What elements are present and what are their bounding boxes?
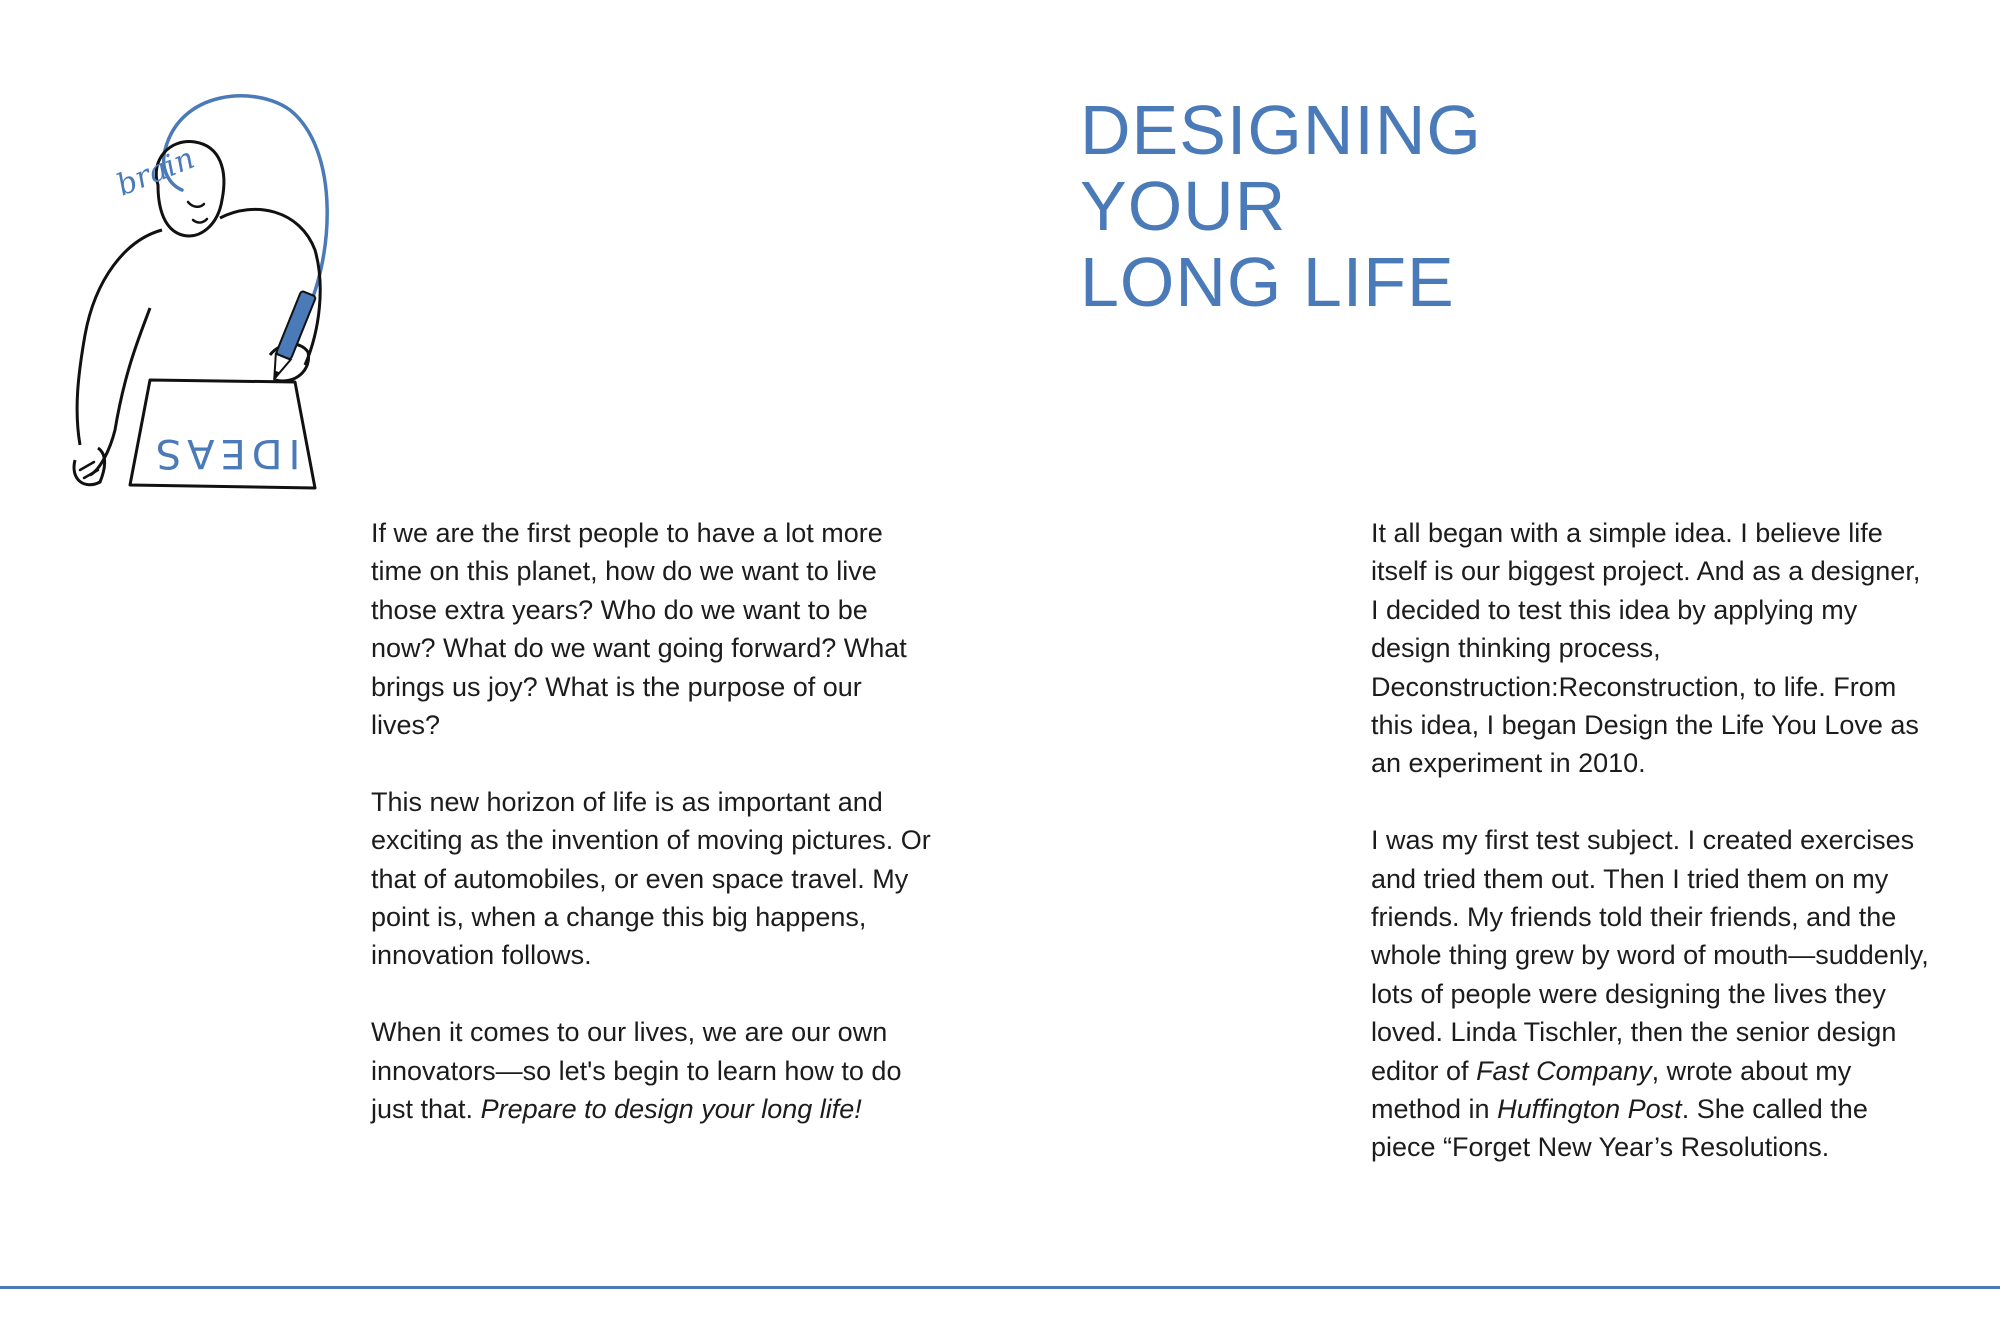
left-paragraph-3-text: When it comes to our lives, we are our own innovators—so let's begin to learn how to do just that.	[371, 1017, 902, 1125]
left-paragraph-1: If we are the first people to have a lot more time on this planet, how do we want to live those extra years? Who do we want to be now? What do we want going forward? What brings us joy? What is the purpose of our lives?	[371, 518, 907, 741]
mouth	[193, 219, 207, 223]
page-title	[1080, 92, 1482, 320]
right-paragraph-2-part-c: . She called the piece “Forget New Year’s Resolutions.	[1371, 1094, 1868, 1163]
left-paragraph-2: This new horizon of life is as important and exciting as the invention of moving pictures. Or that of automobiles, or even space travel. My point is, when a change this big happens, innovation follows.	[371, 786, 931, 971]
title-line-1: DESIGNING	[1080, 91, 1482, 169]
right-paragraph-2	[1371, 821, 1931, 1167]
right-paragraph-2-part-b: , wrote about my method in	[1371, 1055, 1852, 1125]
right-paragraph-1: It all began with a simple idea. I believe life itself is our biggest project. And as a designer, I decided to test this idea by applying my design thinking process, Deconstruction:Reconstruction, to life. From this idea, I began Design the Life You Love as an experiment in 2010.	[1371, 518, 1921, 779]
footer-divider	[0, 1286, 2000, 1289]
brain-word: brain	[111, 140, 200, 204]
title-line-2: YOUR	[1080, 167, 1287, 245]
person-drawing-ideas-illustration	[70, 90, 370, 510]
left-paragraph-3	[371, 1013, 931, 1128]
ideas-word: IDEAS	[149, 430, 301, 476]
left-paragraph-3-emphasis: Prepare to design your long life!	[480, 1094, 862, 1125]
title-line-3: LONG LIFE	[1080, 243, 1455, 321]
shoulder-right	[220, 209, 320, 365]
pencil-icon	[267, 291, 316, 382]
publication-fast-company: Fast Company	[1476, 1055, 1652, 1086]
publication-huffington-post: Huffington Post	[1497, 1094, 1682, 1125]
eye	[188, 202, 204, 207]
left-text-column	[371, 514, 931, 1128]
right-paragraph-2-part-a: I was my first test subject. I created exercises and tried them out. Then I tried them on my friends. My friends told their friends, and the whole thing grew by word of mouth—suddenly, lots of people were designing the lives they loved. Linda Tischler, then the senior design editor of	[1371, 825, 1929, 1086]
right-text-column	[1371, 514, 1931, 1167]
